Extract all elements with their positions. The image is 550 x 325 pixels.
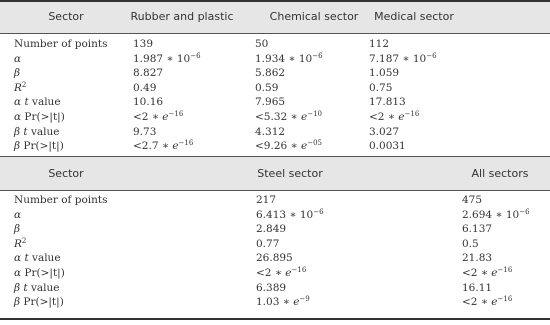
table2-bottom-rule	[0, 318, 550, 320]
table1-row-3-cell-2: 0.75	[369, 81, 393, 94]
table1-row-0-cell-2: 112	[369, 38, 390, 50]
table1-row-7-cell-2: 0.0031	[369, 140, 406, 153]
table2-header-0: Sector	[48, 167, 84, 180]
table1-row-4-cell-1: 7.965	[255, 96, 286, 109]
table2-row-4-cell-0: 26.895	[256, 252, 293, 265]
table2-row-4-cell-1: 21.83	[462, 252, 493, 265]
table2-row-6-cell-1: 16.11	[462, 281, 493, 294]
table2-row-5-label: α Pr(>|t|)	[14, 267, 65, 279]
table1-header-rule	[0, 33, 550, 34]
table2-row-0-label: Number of points	[14, 194, 108, 206]
table1-row-6-cell-0: 9.73	[133, 125, 157, 138]
table1-row-7-cell-0: <2.7 ∗ $e^{-16}$	[133, 139, 194, 153]
table2-header-rule	[0, 190, 550, 191]
table1-row-2-label: β	[14, 67, 21, 80]
table1-row-1-cell-2: 7.187 ∗ $10^{-6}$	[369, 51, 437, 65]
table1-header-1: Rubber and plastic	[130, 10, 234, 23]
table2-row-2-label: β	[14, 223, 21, 236]
table1-header-2: Chemical sector	[269, 10, 359, 23]
table1-row-5-cell-1: <5.32 ∗ $e^{-10}$	[255, 110, 322, 123]
table1-row-1-label: α	[14, 52, 22, 65]
table2-header-2: All sectors	[471, 167, 529, 180]
table1-row-4-label: α t value	[14, 96, 61, 109]
table2-row-7-label: β Pr(>|t|)	[14, 296, 64, 309]
table1-row-2-cell-2: 1.059	[369, 67, 400, 80]
table2-row-6-label: β t value	[14, 281, 60, 294]
table1-row-3-cell-1: 0.59	[255, 81, 279, 94]
table1-row-5-label: α Pr(>|t|)	[14, 111, 65, 123]
table1-row-7-label: β Pr(>|t|)	[14, 140, 64, 153]
table2-row-3-cell-0: 0.77	[256, 237, 280, 250]
table2-row-5-cell-0: <2 ∗ $e^{-16}$	[256, 266, 307, 279]
table1-row-3-label: $R^2$	[14, 80, 27, 94]
table2-header-1: Steel sector	[257, 167, 323, 180]
table2-row-2-cell-1: 6.137	[462, 223, 493, 236]
table1-top-rule	[0, 0, 550, 2]
table2-row-0-cell-1: 475	[462, 194, 483, 206]
table1-row-0-cell-0: 139	[133, 38, 154, 50]
table2-row-0-cell-0: 217	[256, 194, 277, 206]
table1-header-3: Medical sector	[374, 10, 454, 23]
table2-row-3-label: $R^2$	[14, 236, 27, 250]
table1-row-3-cell-0: 0.49	[133, 81, 157, 94]
table1-row-1-cell-0: 1.987 ∗ $10^{-6}$	[133, 51, 201, 65]
table1-row-6-label: β t value	[14, 125, 60, 138]
table1-row-2-cell-0: 8.827	[133, 67, 164, 80]
table1-row-5-cell-2: <2 ∗ $e^{-16}$	[369, 110, 420, 123]
table1-row-2-cell-1: 5.862	[255, 67, 286, 80]
table1-row-5-cell-0: <2 ∗ $e^{-16}$	[133, 110, 184, 123]
table2-row-1-cell-1: 2.694 ∗ $10^{-6}$	[462, 207, 530, 221]
table2-row-6-cell-0: 6.389	[256, 281, 287, 294]
table1-row-6-cell-1: 4.312	[255, 125, 286, 138]
table1-row-6-cell-2: 3.027	[369, 125, 400, 138]
table1-row-0-cell-1: 50	[255, 38, 269, 50]
table2-row-2-cell-0: 2.849	[256, 223, 287, 236]
table2-row-5-cell-1: <2 ∗ $e^{-16}$	[462, 266, 513, 279]
table2-row-1-cell-0: 6.413 ∗ $10^{-6}$	[256, 207, 324, 221]
table1-row-4-cell-2: 17.813	[369, 96, 406, 109]
table1-row-0-label: Number of points	[14, 38, 108, 50]
table2-row-7-cell-1: <2 ∗ $e^{-16}$	[462, 295, 513, 309]
table1-row-1-cell-1: 1.934 ∗ $10^{-6}$	[255, 51, 323, 65]
table2-row-7-cell-0: 1.03 ∗ $e^{-9}$	[256, 295, 310, 309]
table1-row-4-cell-0: 10.16	[133, 96, 164, 109]
table1-row-7-cell-1: <9.26 ∗ $e^{-05}$	[255, 139, 322, 153]
table2-row-1-label: α	[14, 208, 22, 221]
table1-header-0: Sector	[48, 10, 84, 23]
table2-row-3-cell-1: 0.5	[462, 237, 479, 250]
table2-row-4-label: α t value	[14, 252, 61, 265]
